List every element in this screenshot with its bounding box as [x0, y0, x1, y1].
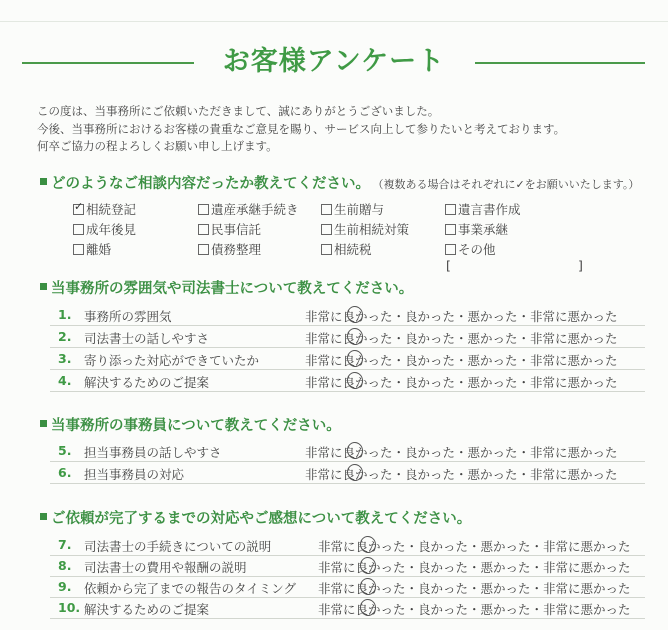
option-label: 生前贈与 — [334, 202, 385, 217]
rating-scale[interactable]: 非常に良かった・良かった・悪かった・非常に悪かった — [305, 331, 618, 346]
question-text: 解決するためのご提案 — [84, 602, 210, 617]
question-row — [50, 349, 645, 370]
section4-title: ご依頼が完了するまでの対応やご感想について教えてください。 — [51, 511, 472, 527]
option-checkbox[interactable] — [198, 240, 261, 258]
checkbox-icon[interactable] — [198, 204, 209, 215]
option-label: 民事信託 — [211, 222, 262, 237]
question-text: 担当事務員の話しやすさ — [84, 445, 222, 460]
checkbox-icon[interactable] — [73, 244, 84, 255]
section2-heading — [40, 277, 413, 298]
option-label: 事業承継 — [458, 222, 509, 237]
question-row — [50, 577, 645, 598]
option-label: 相続税 — [334, 242, 372, 257]
question-row — [50, 305, 645, 326]
option-checkbox[interactable] — [321, 240, 372, 258]
option-label: その他 — [458, 242, 496, 257]
question-number: 9. — [58, 579, 72, 594]
rating-scale[interactable]: 非常に良かった・良かった・悪かった・非常に悪かった — [305, 375, 618, 390]
checkbox-icon[interactable] — [198, 224, 209, 235]
option-label: 成年後見 — [86, 222, 137, 237]
section3-heading — [40, 414, 341, 435]
option-checkbox[interactable] — [445, 220, 508, 238]
option-label: 相続登記 — [86, 202, 137, 217]
checkbox-icon[interactable] — [321, 224, 332, 235]
question-row — [50, 535, 645, 556]
bracket-open: [ — [446, 258, 451, 273]
question-number: 1. — [58, 307, 72, 322]
question-text: 寄り添った対応ができていたか — [84, 353, 260, 368]
question-text: 司法書士の費用や報酬の説明 — [84, 560, 247, 575]
option-checkbox[interactable] — [321, 200, 384, 218]
checkbox-icon[interactable] — [445, 224, 456, 235]
question-text: 司法書士の手続きについての説明 — [84, 539, 272, 554]
section1-note: （複数ある場合はそれぞれに✓をお願いいたします。） — [378, 178, 640, 191]
bullet-square-icon — [40, 283, 47, 290]
question-text: 依頼から完了までの報告のタイミング — [84, 581, 297, 596]
option-checkbox[interactable] — [73, 220, 136, 238]
question-text: 事務所の雰囲気 — [84, 309, 172, 324]
question-text: 司法書士の話しやすさ — [84, 331, 210, 346]
option-checkbox[interactable] — [198, 200, 299, 218]
question-row — [50, 463, 645, 484]
option-label: 遺言書作成 — [458, 202, 521, 217]
option-checkbox[interactable] — [198, 220, 261, 238]
question-number: 8. — [58, 558, 72, 573]
rating-scale[interactable]: 非常に良かった・良かった・悪かった・非常に悪かった — [305, 309, 618, 324]
question-number: 6. — [58, 465, 72, 480]
checkbox-icon[interactable] — [321, 244, 332, 255]
rating-scale[interactable]: 非常に良かった・良かった・悪かった・非常に悪かった — [318, 539, 631, 554]
section2-title: 当事務所の雰囲気や司法書士について教えてください。 — [51, 281, 414, 297]
option-checkbox[interactable] — [73, 240, 111, 258]
rating-scale[interactable]: 非常に良かった・良かった・悪かった・非常に悪かった — [318, 560, 631, 575]
rating-scale[interactable]: 非常に良かった・良かった・悪かった・非常に悪かった — [318, 581, 631, 596]
question-row — [50, 441, 645, 462]
section4-heading — [40, 507, 471, 528]
intro-line: 何卒ご協力の程よろしくお願い申し上げます。 — [37, 139, 278, 153]
question-text: 解決するためのご提案 — [84, 375, 210, 390]
question-text: 担当事務員の対応 — [84, 467, 185, 482]
question-number: 10. — [58, 600, 81, 615]
section1-title: どのようなご相談内容だったか教えてください。 — [51, 176, 370, 192]
checkbox-icon[interactable] — [321, 204, 332, 215]
bullet-square-icon — [40, 513, 47, 520]
option-checkbox[interactable] — [445, 200, 521, 218]
option-label: 生前相続対策 — [334, 222, 410, 237]
question-number: 2. — [58, 329, 72, 344]
intro-text — [37, 103, 565, 156]
rating-scale[interactable]: 非常に良かった・良かった・悪かった・非常に悪かった — [318, 602, 631, 617]
bullet-square-icon — [40, 420, 47, 427]
checkbox-icon[interactable] — [445, 204, 456, 215]
checkbox-icon[interactable] — [445, 244, 456, 255]
question-row — [50, 371, 645, 392]
intro-line: 今後、当事務所におけるお客様の貴重なご意見を賜り、サービス向上して参りたいと考えております。 — [37, 121, 566, 136]
question-row — [50, 598, 645, 619]
intro-line: この度は、当事務所にご依頼いただきまして、誠にありがとうございました。 — [37, 104, 440, 118]
rating-scale[interactable]: 非常に良かった・良かった・悪かった・非常に悪かった — [305, 353, 618, 368]
checkbox-icon[interactable] — [73, 224, 84, 235]
option-checkbox[interactable] — [445, 240, 496, 258]
question-row — [50, 556, 645, 577]
rating-scale[interactable]: 非常に良かった・良かった・悪かった・非常に悪かった — [305, 467, 618, 482]
option-label: 債務整理 — [211, 242, 262, 257]
rating-scale[interactable]: 非常に良かった・良かった・悪かった・非常に悪かった — [305, 445, 618, 460]
checkbox-icon[interactable] — [198, 244, 209, 255]
option-checkbox[interactable] — [73, 200, 136, 218]
page-title: お客様アンケート — [222, 46, 446, 77]
section3-title: 当事務所の事務員について教えてください。 — [51, 418, 341, 434]
question-number: 5. — [58, 443, 72, 458]
option-label: 遺産承継手続き — [211, 202, 299, 217]
question-number: 4. — [58, 373, 72, 388]
bracket-close: ] — [578, 258, 583, 273]
bullet-square-icon — [40, 178, 47, 185]
section1-heading — [40, 172, 639, 193]
question-number: 7. — [58, 537, 72, 552]
checkbox-icon[interactable] — [73, 204, 84, 215]
option-checkbox[interactable] — [321, 220, 409, 238]
question-number: 3. — [58, 351, 72, 366]
question-row — [50, 327, 645, 348]
top-border — [0, 21, 668, 22]
option-label: 離婚 — [86, 242, 112, 257]
